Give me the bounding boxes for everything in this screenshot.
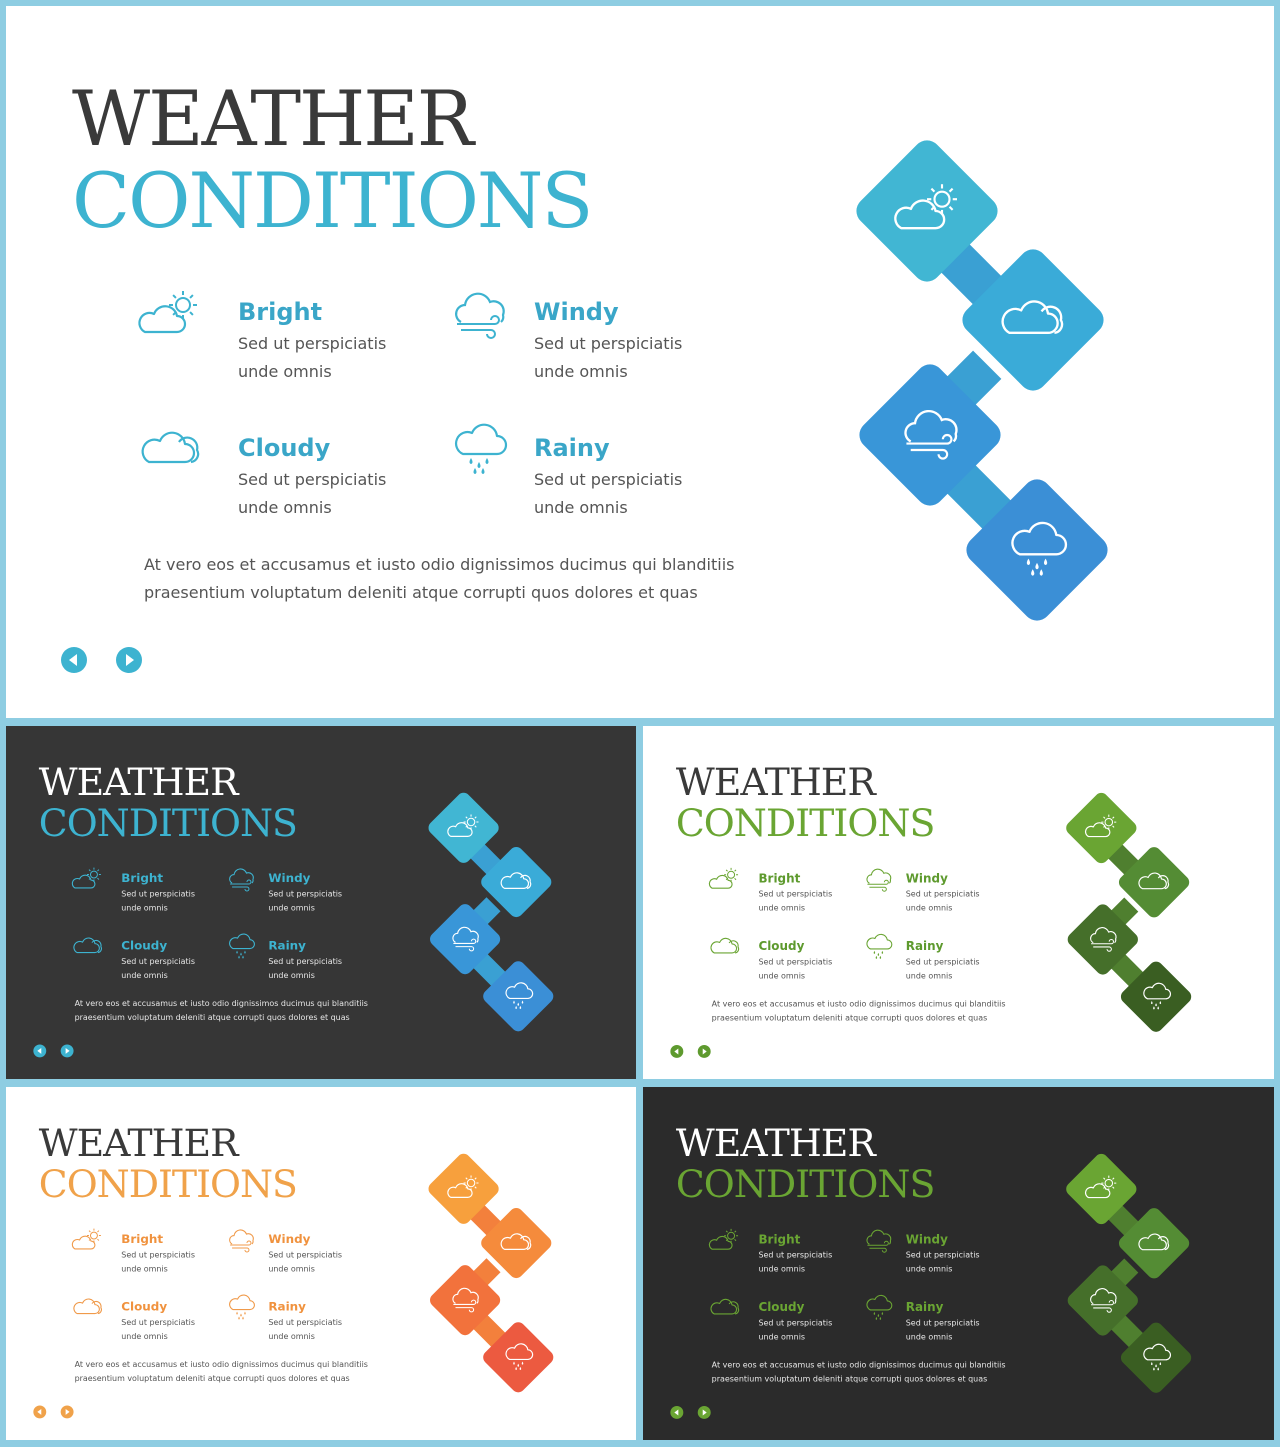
feature-title: Rainy	[268, 938, 306, 953]
feature-desc: Sed ut perspiciatis	[121, 1317, 195, 1327]
prev-button[interactable]	[670, 1406, 683, 1419]
wind-cloud-icon	[445, 1285, 485, 1315]
wind-cloud-icon	[224, 866, 259, 891]
feature-desc: Sed ut perspiciatis	[268, 956, 343, 966]
title-weather: WEATHER	[38, 759, 238, 805]
feature-desc: unde omnis	[758, 1331, 806, 1342]
feature-desc: Sed ut perspiciatis	[238, 470, 387, 489]
feature-desc: unde omnis	[905, 970, 953, 981]
feature-title: Rainy	[905, 1299, 944, 1314]
wind-cloud-icon	[224, 1227, 259, 1252]
feature-desc: unde omnis	[268, 970, 315, 980]
feature-desc: Sed ut perspiciatis	[238, 334, 387, 353]
title-conditions: CONDITIONS	[38, 1161, 297, 1206]
body-paragraph-line: praesentium voluptatum deleniti atque corrupti quos dolores et quas	[144, 583, 698, 602]
cloud-icon	[993, 290, 1073, 350]
feature-desc: unde omnis	[238, 498, 332, 517]
slide-canvas	[643, 1087, 1274, 1440]
feature-title: Windy	[534, 298, 619, 326]
slide-canvas	[6, 726, 636, 1079]
feature-desc: unde omnis	[121, 902, 168, 913]
body-paragraph-line: praesentium voluptatum deleniti atque corrupti quos dolores et quas	[711, 1374, 988, 1384]
rain-cloud-icon	[498, 981, 538, 1011]
prev-button[interactable]	[61, 647, 87, 673]
sun-cloud-icon	[444, 813, 484, 843]
rain-cloud-icon	[1136, 982, 1176, 1012]
feature-title: Bright	[238, 298, 323, 326]
body-paragraph-line: At vero eos et accusamus et iusto odio dignissimos ducimus qui blanditiis	[711, 999, 1006, 1009]
body-paragraph-line: praesentium voluptatum deleniti atque corrupti quos dolores et quas	[74, 1012, 350, 1023]
feature-desc: Sed ut perspiciatis	[758, 1317, 833, 1328]
feature-title: Cloudy	[238, 434, 331, 462]
body-paragraph-line: praesentium voluptatum deleniti atque corrupti quos dolores et quas	[711, 1013, 988, 1023]
wind-cloud-icon	[861, 866, 896, 891]
title-weather: WEATHER	[72, 74, 472, 163]
cloud-icon	[1134, 867, 1174, 897]
slide-canvas	[6, 6, 1274, 718]
feature-desc: unde omnis	[905, 1331, 953, 1342]
rain-cloud-icon	[444, 422, 514, 472]
cloud-icon	[71, 1294, 106, 1319]
feature-title: Bright	[121, 1232, 164, 1246]
body-paragraph-line: At vero eos et accusamus et iusto odio dignissimos ducimus qui blanditiis	[144, 555, 735, 574]
sun-cloud-icon	[707, 866, 742, 891]
rain-cloud-icon	[997, 520, 1077, 580]
title-conditions: CONDITIONS	[675, 800, 935, 845]
feature-desc: Sed ut perspiciatis	[905, 1317, 980, 1328]
feature-title: Windy	[905, 1232, 948, 1247]
feature-desc: Sed ut perspiciatis	[758, 956, 833, 967]
sun-cloud-icon	[1081, 1174, 1121, 1204]
feature-title: Cloudy	[121, 1299, 168, 1314]
body-paragraph-line: At vero eos et accusamus et iusto odio dignissimos ducimus qui blanditiis	[74, 1359, 368, 1370]
cloud-icon	[708, 1294, 743, 1319]
feature-desc: Sed ut perspiciatis	[534, 470, 683, 489]
feature-desc: unde omnis	[268, 902, 315, 913]
feature-title: Cloudy	[121, 938, 168, 953]
sun-cloud-icon	[70, 1227, 105, 1252]
feature-title: Bright	[758, 871, 801, 886]
slide-canvas	[6, 1087, 636, 1440]
feature-desc: unde omnis	[121, 1263, 168, 1274]
sun-cloud-icon	[1081, 813, 1121, 843]
slide-thumb-light-orange[interactable]	[6, 1087, 636, 1440]
cloud-icon	[136, 422, 206, 472]
feature-title: Windy	[268, 1232, 311, 1246]
rain-cloud-icon	[1136, 1343, 1176, 1373]
feature-desc: unde omnis	[121, 970, 168, 980]
feature-desc: unde omnis	[758, 1264, 806, 1274]
title-conditions: CONDITIONS	[38, 800, 297, 845]
prev-button[interactable]	[33, 1405, 46, 1418]
body-paragraph-line: At vero eos et accusamus et iusto odio dignissimos ducimus qui blanditiis	[711, 1360, 1006, 1370]
feature-desc: Sed ut perspiciatis	[268, 888, 343, 899]
title-weather: WEATHER	[675, 759, 875, 805]
feature-desc: Sed ut perspiciatis	[905, 889, 980, 899]
sun-cloud-icon	[887, 181, 967, 241]
next-button[interactable]	[61, 1044, 74, 1057]
feature-desc: unde omnis	[268, 1263, 315, 1274]
rain-cloud-icon	[861, 1294, 896, 1319]
feature-desc: Sed ut perspiciatis	[268, 1249, 343, 1260]
cloud-icon	[496, 867, 536, 897]
feature-desc: Sed ut perspiciatis	[534, 334, 683, 353]
feature-desc: unde omnis	[238, 362, 332, 381]
feature-desc: unde omnis	[905, 903, 953, 913]
title-conditions: CONDITIONS	[72, 156, 592, 245]
feature-desc: unde omnis	[534, 362, 628, 381]
feature-desc: unde omnis	[534, 498, 628, 517]
title-weather: WEATHER	[675, 1120, 875, 1166]
wind-cloud-icon	[1083, 925, 1123, 955]
wind-cloud-icon	[890, 405, 970, 465]
title-conditions: CONDITIONS	[675, 1161, 935, 1206]
cloud-icon	[1134, 1228, 1174, 1258]
slide-thumb-dark-green[interactable]	[643, 1087, 1274, 1440]
slide-thumb-light-green[interactable]	[643, 726, 1274, 1079]
next-button[interactable]	[61, 1405, 74, 1418]
feature-title: Rainy	[534, 434, 610, 462]
feature-desc: Sed ut perspiciatis	[121, 956, 195, 966]
feature-desc: Sed ut perspiciatis	[121, 1249, 195, 1260]
feature-desc: unde omnis	[268, 1331, 315, 1341]
feature-title: Cloudy	[758, 1299, 805, 1314]
slide-canvas	[643, 726, 1274, 1079]
feature-desc: Sed ut perspiciatis	[758, 1250, 833, 1260]
sun-cloud-icon	[70, 866, 105, 891]
wind-cloud-icon	[1083, 1286, 1123, 1316]
feature-desc: unde omnis	[905, 1264, 953, 1274]
slide-main	[6, 6, 1274, 718]
feature-title: Bright	[758, 1232, 801, 1247]
feature-title: Windy	[905, 871, 948, 886]
feature-desc: Sed ut perspiciatis	[268, 1317, 343, 1327]
wind-cloud-icon	[861, 1227, 896, 1252]
next-button[interactable]	[698, 1406, 711, 1419]
cloud-icon	[496, 1228, 536, 1258]
feature-title: Rainy	[905, 938, 944, 953]
feature-desc: Sed ut perspiciatis	[905, 1250, 980, 1260]
rain-cloud-icon	[498, 1342, 538, 1372]
next-button[interactable]	[698, 1045, 711, 1058]
wind-cloud-icon	[444, 288, 514, 338]
feature-desc: unde omnis	[121, 1331, 168, 1341]
feature-title: Cloudy	[758, 938, 805, 953]
slide-thumb-dark-blue[interactable]	[6, 726, 636, 1079]
prev-button[interactable]	[33, 1044, 46, 1057]
body-paragraph-line: At vero eos et accusamus et iusto odio dignissimos ducimus qui blanditiis	[74, 998, 368, 1009]
rain-cloud-icon	[224, 1294, 259, 1319]
next-button[interactable]	[116, 647, 142, 673]
body-paragraph-line: praesentium voluptatum deleniti atque corrupti quos dolores et quas	[74, 1373, 350, 1384]
rain-cloud-icon	[861, 933, 896, 958]
sun-cloud-icon	[444, 1174, 484, 1204]
prev-button[interactable]	[670, 1045, 683, 1058]
title-weather: WEATHER	[38, 1120, 238, 1166]
rain-cloud-icon	[224, 933, 259, 958]
wind-cloud-icon	[445, 924, 485, 954]
feature-title: Windy	[268, 871, 311, 885]
feature-desc: Sed ut perspiciatis	[121, 888, 195, 899]
feature-title: Bright	[121, 871, 164, 885]
cloud-icon	[71, 933, 106, 958]
feature-desc: Sed ut perspiciatis	[905, 956, 980, 967]
feature-desc: unde omnis	[758, 903, 806, 913]
sun-cloud-icon	[707, 1227, 742, 1252]
sun-cloud-icon	[134, 288, 204, 338]
feature-desc: unde omnis	[758, 970, 806, 981]
feature-desc: Sed ut perspiciatis	[758, 889, 833, 899]
feature-title: Rainy	[268, 1299, 306, 1314]
cloud-icon	[708, 933, 743, 958]
